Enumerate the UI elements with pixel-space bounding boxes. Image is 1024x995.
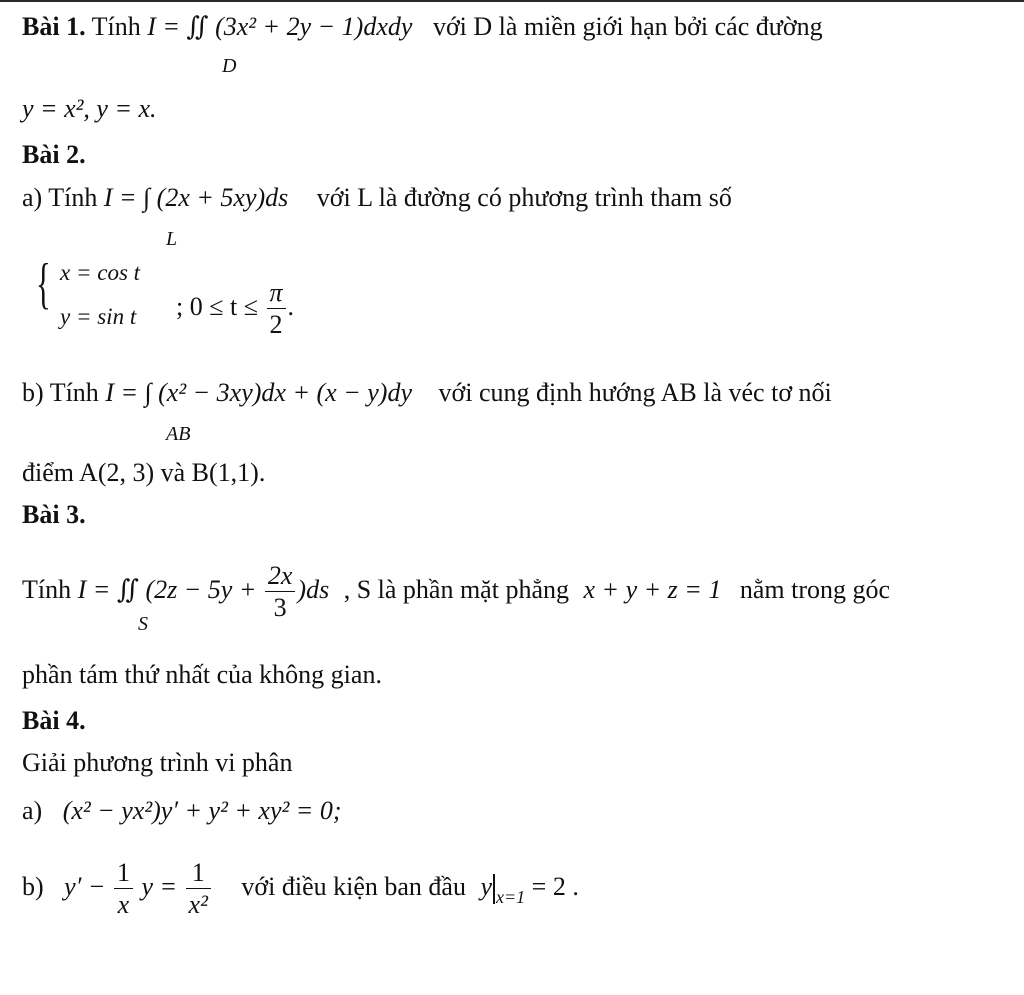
fraction-numerator: 2x xyxy=(265,563,296,592)
bai3-integral-post: )ds xyxy=(297,574,330,604)
bai1-curves: y = x², y = x. xyxy=(22,94,157,123)
bai2-b-line xyxy=(22,378,832,408)
bai2-a-integral: I = ∫ (2x + 5xy)ds xyxy=(103,183,289,212)
fraction-denominator: x² xyxy=(188,890,208,919)
bai4-b-cond-sub: x=1 xyxy=(496,886,526,907)
bai4-b-pre: y′ − xyxy=(64,871,106,901)
bai3-line1 xyxy=(22,563,890,621)
bai2-b-points: điểm A(2, 3) và B(1,1). xyxy=(22,458,266,487)
bai2-b-label: b) xyxy=(22,378,44,407)
bai2-a-range-pre: ; 0 ≤ t ≤ xyxy=(176,291,258,321)
bai2-b-integral: I = ∫ (x² − 3xy)dx + (x − y)dy xyxy=(105,378,412,407)
fraction-denominator: x xyxy=(117,890,130,919)
bai2-title: Bài 2. xyxy=(22,140,86,169)
evaluation-bar xyxy=(493,874,495,904)
bai4-title: Bài 4. xyxy=(22,706,86,735)
bai3-text1: , S là phần mặt phẳng xyxy=(343,574,569,604)
bai2-a-text: với L là đường có phương trình tham số xyxy=(316,183,732,212)
bai4-b-label: b) xyxy=(22,871,44,901)
bai4-b-mid: y = xyxy=(141,871,178,901)
bai2-b-lead: Tính xyxy=(49,378,99,407)
system-brace: { xyxy=(36,253,51,315)
bai1-lead: Tính xyxy=(91,12,141,41)
fraction-numerator: 1 xyxy=(114,860,133,889)
bai1-domain: D xyxy=(222,55,237,77)
bai1-text: với D là miền giới hạn bởi các đường xyxy=(432,12,823,41)
bai4-b-line xyxy=(22,860,579,918)
bai3-text3: phần tám thứ nhất của không gian. xyxy=(22,660,382,689)
bai4-b-cond-y: y xyxy=(480,871,493,901)
bai2-a-param-y: y = sin t xyxy=(60,304,137,329)
bai2-a-line xyxy=(22,183,732,213)
1-over-x-fraction xyxy=(114,860,133,918)
fraction-denominator: 3 xyxy=(273,593,287,622)
bai1-title: Bài 1. xyxy=(22,12,86,41)
bai3-lead: Tính xyxy=(22,574,72,604)
bai4-a-line xyxy=(22,796,342,826)
pi-over-2-fraction xyxy=(267,280,286,338)
fraction-numerator: 1 xyxy=(186,860,211,889)
bai4-a-label: a) xyxy=(22,796,43,825)
bai2-b-domain: AB xyxy=(166,423,191,445)
bai4-intro: Giải phương trình vi phân xyxy=(22,748,293,777)
bai2-a-domain: L xyxy=(166,228,178,250)
bai3-title: Bài 3. xyxy=(22,500,86,529)
fraction-numerator: π xyxy=(267,280,286,309)
bai3-integral-pre: I = ∬ (2z − 5y + xyxy=(77,574,257,604)
fraction-denominator: 2 xyxy=(269,310,283,339)
bai3-plane: x + y + z = 1 xyxy=(583,574,722,604)
bai1-integral: I = ∬ (3x² + 2y − 1)dxdy xyxy=(147,12,413,41)
bai2-a-lead: Tính xyxy=(48,183,98,212)
bai2-a-label: a) xyxy=(22,183,43,212)
bai4-b-cond-val: = 2 . xyxy=(531,871,579,901)
bai3-domain: S xyxy=(138,613,148,635)
bai2-b-text: với cung định hướng AB là véc tơ nối xyxy=(438,378,832,407)
1-over-x2-fraction xyxy=(186,860,211,918)
bai4-a-equation: (x² − yx²)y′ + y² + xy² = 0; xyxy=(62,796,342,825)
bai3-text2: nằm trong góc xyxy=(739,574,891,604)
bai2-a-range xyxy=(176,280,294,338)
bai4-b-text: với điều kiện ban đầu xyxy=(241,871,466,901)
bai1-line1 xyxy=(22,12,823,42)
top-border-line xyxy=(0,0,1024,2)
bai2-a-range-post: . xyxy=(287,291,295,321)
2x-over-3-fraction xyxy=(265,563,296,621)
bai2-a-param-x: x = cos t xyxy=(60,260,141,285)
